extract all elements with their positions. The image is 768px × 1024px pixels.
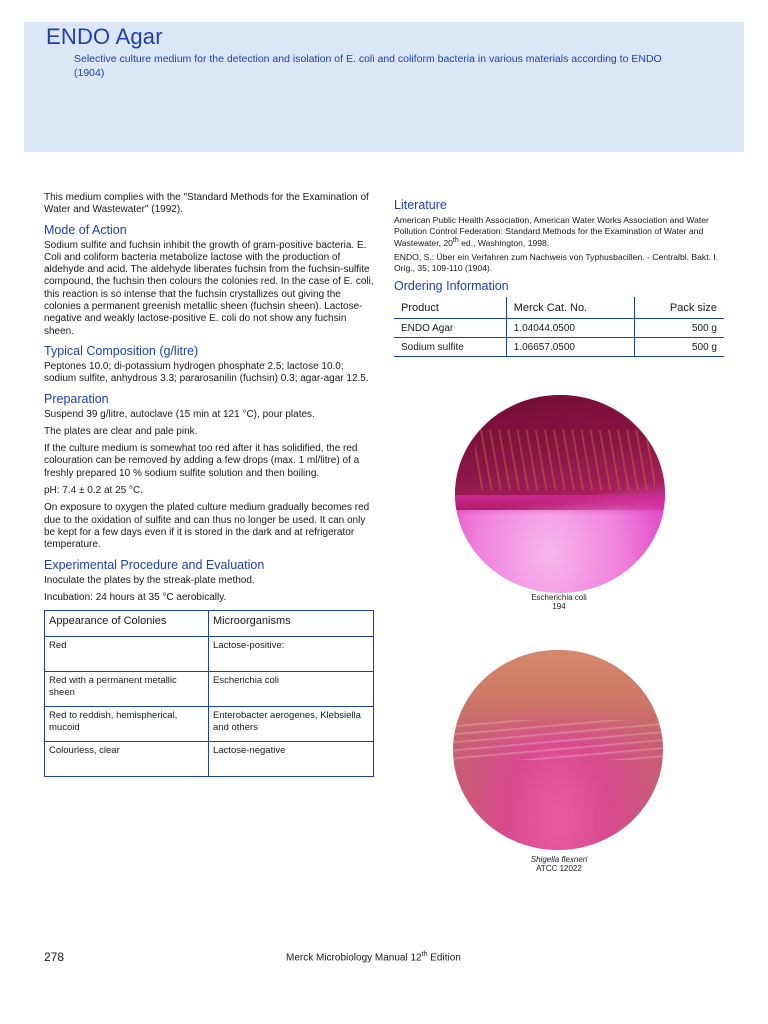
table-header-cell: Microorganisms <box>209 611 374 637</box>
table-cell: Lactose-positive: <box>209 637 374 672</box>
composition-text: Peptones 10.0; di-potassium hydrogen phosphate 2.5; lactose 10.0; sodium sulfite, anhydrous 3.3; pararosanilin (fuchsin) 0.3; agar-agar 12.5. <box>44 360 369 385</box>
table-cell: Red with a permanent metallic sheen <box>45 672 209 707</box>
procedure-para: Inoculate the plates by the streak-plate method. <box>44 574 255 586</box>
table-row <box>45 637 374 672</box>
ordering-heading: Ordering Information <box>394 279 509 294</box>
metallic-sheen-streaks <box>475 430 655 490</box>
table-cell: ENDO Agar <box>394 319 506 338</box>
table-header-cell: Appearance of Colonies <box>45 611 209 637</box>
preparation-para: If the culture medium is somewhat too red after it has solidified, the red colouration can be removed by adding a few drops (max. 1 ml/litre) of a freshly prepared 10 % sodium sulfite solution and then boiling. <box>44 443 360 479</box>
preparation-para: Suspend 39 g/litre, autoclave (15 min at 121 °C), pour plates. <box>44 408 315 420</box>
table-cell: Lactose-negative <box>209 742 374 777</box>
literature-list <box>394 215 724 273</box>
table-cell: 1.06657.0500 <box>506 338 634 357</box>
table-cell: Escherichia coli <box>209 672 374 707</box>
mode-of-action-text: Sodium sulfite and fuchsin inhibit the growth of gram-positive bacteria. E. Coli and coliform bacteria metabolize lactose with the production of aldehyde and acid. The aldehyde liberates fuchsin from the fuchsin-sulfite compound, the fuchsin then colours the colonies red. In the case of E. coli, this reaction is so intense that the fuchsin crystallizes out giving the colonies a permanent greenish metallic sheen (fuchsin sheen). Lactose-negative and weakly lactose-positive E. coli do not show any fuchsin sheen. <box>44 239 374 337</box>
preparation-para: On exposure to oxygen the plated culture medium gradually becomes red due to the oxidation of sulfite and can thus no longer be used. It can only be kept for a few days even if it is stored in the dark and at refrigerator temperature. <box>44 502 370 551</box>
table-row <box>394 319 724 338</box>
table-cell: Sodium sulfite <box>394 338 506 357</box>
preparation-para: The plates are clear and pale pink. <box>44 425 198 437</box>
streak-lines <box>453 720 663 760</box>
table-row <box>45 707 374 742</box>
table-header-cell: Merck Cat. No. <box>506 297 634 319</box>
table-header-cell: Pack size <box>635 297 724 319</box>
literature-heading: Literature <box>394 198 447 212</box>
table-row <box>45 742 374 777</box>
table-row <box>45 672 374 707</box>
left-column <box>44 192 376 777</box>
table-header-row <box>394 297 724 319</box>
image-caption: Escherichia coli 194 <box>531 593 587 611</box>
table-cell: Colourless, clear <box>45 742 209 777</box>
table-row <box>394 338 724 357</box>
mode-of-action-heading: Mode of Action <box>44 222 127 237</box>
ordering-table <box>394 297 724 357</box>
table-cell: Red to reddish, hemispherical, mucoid <box>45 707 209 742</box>
table-cell: Enterobacter aerogenes, Klebsiella and others <box>209 707 374 742</box>
petri-dish-image-shigella <box>453 650 663 850</box>
colonies-table <box>44 610 374 777</box>
literature-ref: American Public Health Association, American Water Works Association and Water Pollution Control Federation: Standard Methods for the Examination of Water and Wastewater, 20th ed., Washington, 1998. <box>394 215 709 248</box>
table-cell: 500 g <box>635 338 724 357</box>
colony-edge <box>455 495 665 515</box>
table-cell: Red <box>45 637 209 672</box>
page-subtitle: Selective culture medium for the detection and isolation of E. coli and coliform bacteria in various materials according to ENDO (1904) <box>74 53 662 79</box>
preparation-para: pH: 7.4 ± 0.2 at 25 °C. <box>44 485 143 497</box>
right-column <box>394 192 724 357</box>
image-caption: Shigella flexneri ATCC 12022 <box>530 855 588 873</box>
literature-ref: ENDO, S.: Über ein Verfahren zum Nachweis von Typhusbacillen. - Centralbl. Bakt. I. Orig., 35; 109-110 (1904). <box>394 252 719 273</box>
procedure-para: Incubation: 24 hours at 35 °C aerobically. <box>44 591 227 603</box>
preparation-heading: Preparation <box>44 391 109 406</box>
table-cell: 500 g <box>635 319 724 338</box>
procedure-heading: Experimental Procedure and Evaluation <box>44 557 265 572</box>
table-cell: 1.04044.0500 <box>506 319 634 338</box>
intro-text: This medium complies with the "Standard Methods for the Examination of Water and Wastewater" (1992). <box>44 192 369 216</box>
page-title: ENDO Agar <box>46 24 163 49</box>
petri-dish-image-e-coli <box>455 395 665 593</box>
footer-title: Merck Microbiology Manual 12th Edition <box>286 951 461 964</box>
table-header-row <box>45 611 374 637</box>
page-number: 278 <box>44 950 65 964</box>
composition-heading: Typical Composition (g/litre) <box>44 343 199 358</box>
table-header-cell: Product <box>394 297 506 319</box>
